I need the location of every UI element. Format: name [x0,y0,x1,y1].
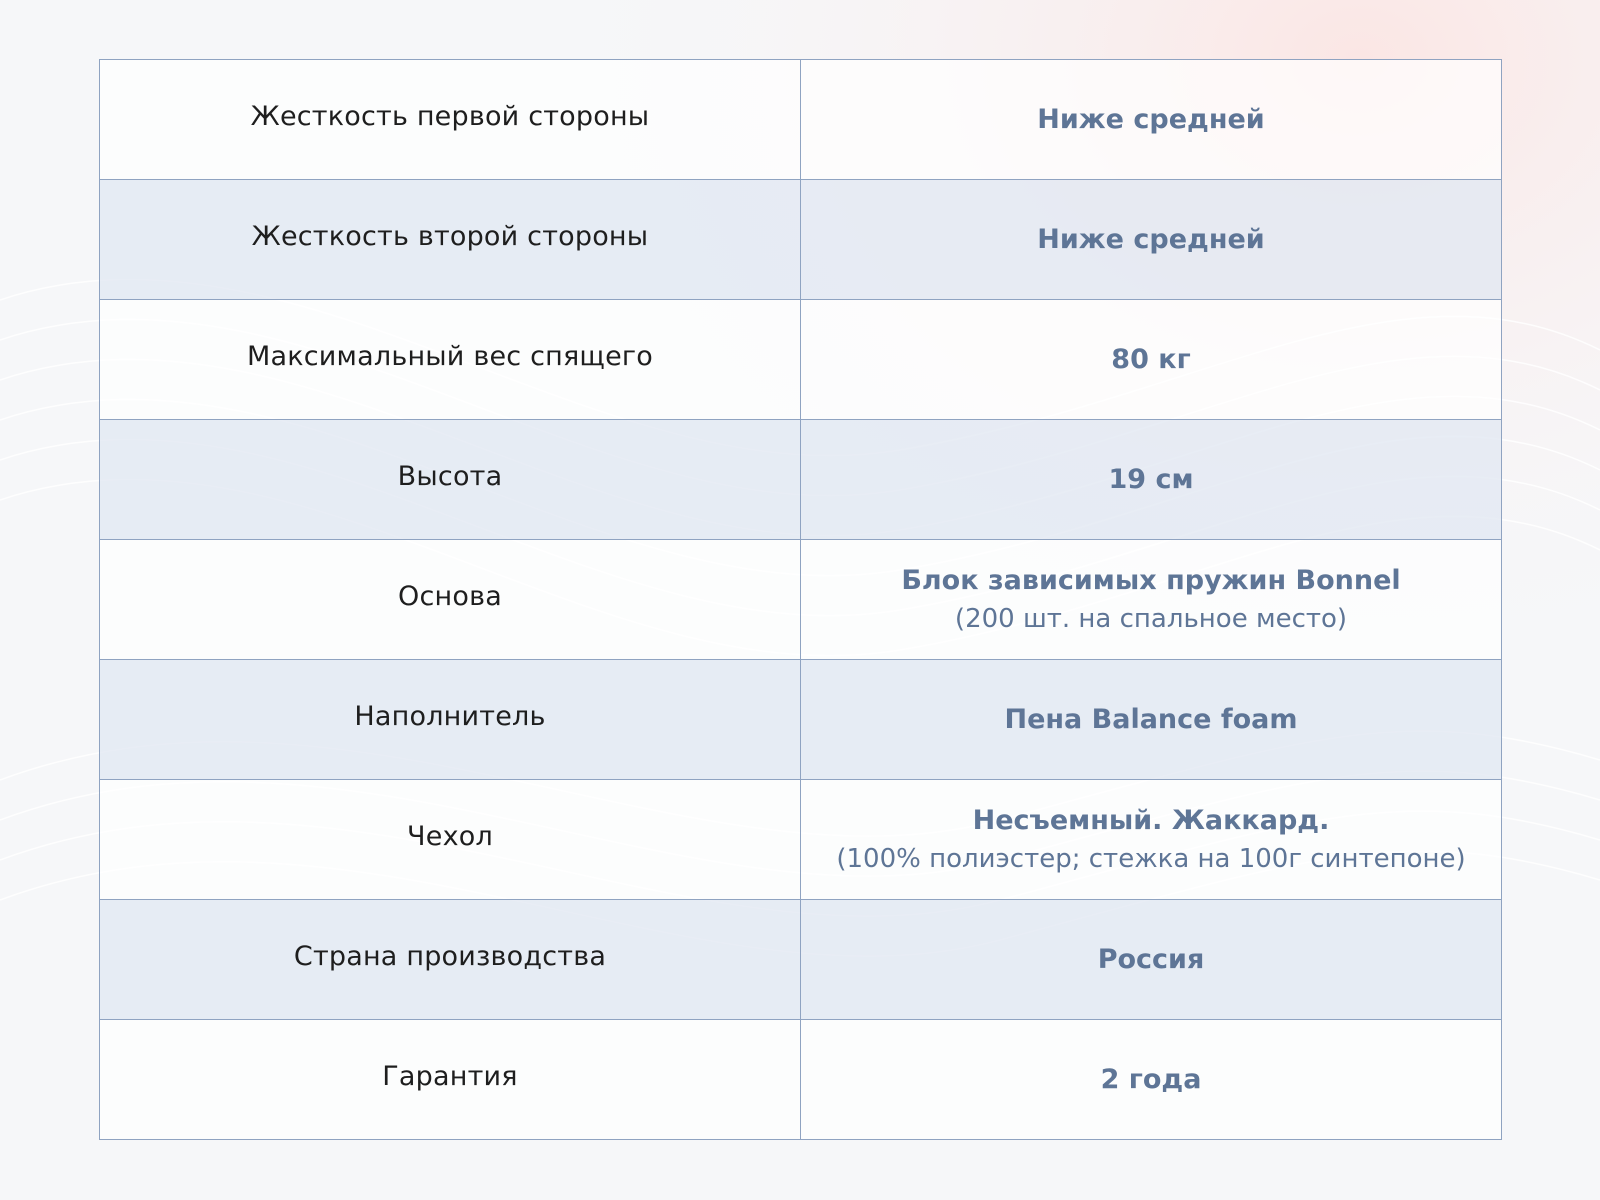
table-row [100,900,1502,1020]
spec-value-cell [801,300,1502,420]
spec-value: Россия [1097,943,1205,975]
spec-label-cell [100,180,801,300]
table-row [100,180,1502,300]
table-row [100,300,1502,420]
spec-value: Ниже средней [1037,223,1265,255]
table-row [100,660,1502,780]
spec-label: Высота [397,461,503,492]
spec-label: Гарантия [382,1061,518,1092]
spec-label-cell [100,60,801,180]
spec-label: Основа [398,581,502,612]
spec-value: Ниже средней [1037,103,1265,135]
spec-note: (200 шт. на спальное место) [954,603,1348,634]
spec-label-cell [100,780,801,900]
spec-value-cell [801,60,1502,180]
spec-table [99,59,1502,1140]
spec-value-cell [801,900,1502,1020]
spec-label-cell [100,660,801,780]
spec-note: (100% полиэстер; стежка на 100г синтепоне) [836,843,1466,874]
spec-value-cell [801,540,1502,660]
spec-value: Несъемный. Жаккард. [972,804,1330,836]
table-row [100,1020,1502,1140]
spec-label: Жесткость первой стороны [250,101,650,132]
spec-value-cell [801,1020,1502,1140]
spec-label: Максимальный вес спящего [247,341,653,372]
spec-value: 80 кг [1111,343,1191,375]
spec-label: Чехол [407,821,493,852]
spec-label-cell [100,420,801,540]
table-row [100,780,1502,900]
spec-label: Жесткость второй стороны [251,221,649,252]
spec-label-cell [100,540,801,660]
spec-label-cell [100,1020,801,1140]
spec-value: 2 года [1100,1063,1202,1095]
spec-value-cell [801,420,1502,540]
spec-value: Пена Balance foam [1004,703,1298,735]
spec-label-cell [100,900,801,1020]
spec-value-cell [801,180,1502,300]
spec-value-cell [801,780,1502,900]
spec-label-cell [100,300,801,420]
spec-value: Блок зависимых пружин Bonnel [901,564,1401,596]
spec-label: Страна производства [293,941,607,972]
spec-label: Наполнитель [354,701,546,732]
table-row [100,60,1502,180]
table-row [100,420,1502,540]
table-row [100,540,1502,660]
spec-value-cell [801,660,1502,780]
spec-value: 19 см [1108,463,1194,495]
